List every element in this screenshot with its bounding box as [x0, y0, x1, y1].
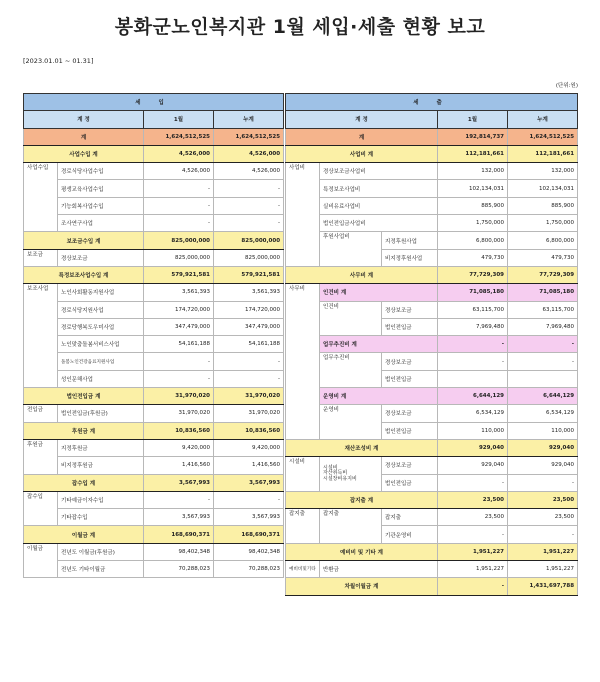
misc-sum-month: 23,500 [438, 491, 508, 508]
table-row [24, 405, 284, 422]
sponsor-category: 후원사업비 [320, 232, 382, 267]
table-cell-month: - [438, 353, 508, 370]
table-cell-month: 885,900 [438, 197, 508, 214]
table-cell-cumulative: 479,730 [508, 249, 578, 266]
asset-subcategory-detail: 자산취득비 시설장비유지비 [323, 470, 357, 482]
table-cell-month: - [438, 474, 508, 491]
table-cell-month: 7,969,480 [438, 318, 508, 335]
revenue-sum-label: 잡수입 계 [24, 474, 144, 491]
table-row [24, 180, 284, 197]
revenue-category: 이월금 [24, 543, 58, 578]
table-row-label: 지정후원사업 [382, 232, 438, 249]
asset-category: 시설비 [286, 457, 320, 492]
table-cell-cumulative: 3,561,393 [214, 284, 284, 301]
business-sum-label: 사업비 계 [286, 145, 438, 162]
table-row [24, 457, 284, 474]
table-cell-month: 479,730 [438, 249, 508, 266]
table-row-label: 성인문해사업 [58, 370, 144, 387]
expenditure-col-cumulative: 누계 [508, 111, 578, 128]
revenue-category: 사업수입 [24, 163, 58, 232]
promotion-sum-month: - [438, 336, 508, 353]
table-cell-month: - [438, 526, 508, 543]
table-cell-cumulative: 929,040 [508, 457, 578, 474]
table-row-label: 경로식당사업수입 [58, 163, 144, 180]
table-cell-month: 4,526,000 [144, 163, 214, 180]
table-cell-cumulative: 63,115,700 [508, 301, 578, 318]
table-row-label: 실비유료사업비 [320, 197, 438, 214]
table-row-label: 노인사회활동지원사업 [58, 284, 144, 301]
table-row-label: 돌봄노인건강음료지원사업 [58, 353, 144, 370]
operations-sum-label: 운영비 계 [320, 388, 438, 405]
business-sum-month: 112,181,661 [438, 145, 508, 162]
operations-sum-cumulative: 6,644,129 [508, 388, 578, 405]
table-row-label: 경로식당지원사업 [58, 301, 144, 318]
table-cell-month: 1,416,560 [144, 457, 214, 474]
table-cell-cumulative: - [214, 353, 284, 370]
table-cell-month: 63,115,700 [438, 301, 508, 318]
revenue-sum-cumulative: 825,000,000 [214, 232, 284, 249]
table-row-label: 전년도 기타이월금 [58, 561, 144, 578]
carryover-sum-month: - [438, 578, 508, 595]
table-row [24, 318, 284, 335]
table-row-label: 법인전입금 [382, 474, 438, 491]
revenue-sum-cumulative: 10,836,560 [214, 422, 284, 439]
reserve-sum-month: 1,951,227 [438, 543, 508, 560]
table-cell-cumulative: - [214, 180, 284, 197]
table-cell-month: 98,402,348 [144, 543, 214, 560]
table-cell-cumulative: - [214, 197, 284, 214]
revenue-total-cumulative: 1,624,512,525 [214, 128, 284, 145]
revenue-sum-label: 사업수입 계 [24, 145, 144, 162]
table-row-label: 법인전입금 [382, 422, 438, 439]
table-cell-month: 929,040 [438, 457, 508, 474]
revenue-sum-month: 168,690,371 [144, 526, 214, 543]
revenue-sum-cumulative: 4,526,000 [214, 145, 284, 162]
table-row-label: 법인전입금 [382, 370, 438, 387]
table-cell-month: 54,161,188 [144, 336, 214, 353]
expenditure-col-month: 1월 [438, 111, 508, 128]
table-row-label: 경상보조금 [382, 405, 438, 422]
revenue-col-subject: 계 정 [24, 111, 144, 128]
table-cell-month: 102,134,031 [438, 180, 508, 197]
table-cell-month: 3,567,993 [144, 509, 214, 526]
table-cell-cumulative: 6,534,129 [508, 405, 578, 422]
table-row-label: 기능회복사업수입 [58, 197, 144, 214]
table-row [24, 197, 284, 214]
reserve-sum-label: 예비비 및 기타 계 [286, 543, 438, 560]
office-sum-month: 77,729,309 [438, 266, 508, 283]
table-cell-cumulative: 3,567,993 [214, 509, 284, 526]
table-row-label: 법인전입금 [382, 318, 438, 335]
table-cell-month: 347,479,000 [144, 318, 214, 335]
table-cell-month: 110,000 [438, 422, 508, 439]
table-cell-month: 6,534,129 [438, 405, 508, 422]
table-cell-cumulative: 825,000,000 [214, 249, 284, 266]
operations-sum-month: 6,644,129 [438, 388, 508, 405]
revenue-header: 세 입 [24, 94, 284, 111]
promotion-sum-cumulative: - [508, 336, 578, 353]
table-row-label: 지정후원금 [58, 439, 144, 456]
table-row [24, 561, 284, 578]
expenditure-total-label: 계 [286, 128, 438, 145]
table-cell-month: - [144, 491, 214, 508]
revenue-sum-label: 후원금 계 [24, 422, 144, 439]
business-sum-cumulative: 112,181,661 [508, 145, 578, 162]
table-cell-cumulative: 4,526,000 [214, 163, 284, 180]
table-cell-cumulative: - [214, 491, 284, 508]
report-period: [2023.01.01 ~ 01.31] [23, 57, 94, 65]
misc-subcategory: 잡지출 [320, 509, 382, 544]
revenue-category: 보조금 [24, 249, 58, 266]
revenue-sum-cumulative: 3,567,993 [214, 474, 284, 491]
asset-subcategory: 시설비 [323, 464, 338, 471]
labor-sum-month: 71,085,180 [438, 284, 508, 301]
table-cell-month: 3,561,393 [144, 284, 214, 301]
table-cell-cumulative: 9,420,000 [214, 439, 284, 456]
table-cell-month: 1,951,227 [438, 561, 508, 578]
misc-category: 잡지출 [286, 509, 320, 544]
table-cell-cumulative: - [214, 370, 284, 387]
table-cell-cumulative: 110,000 [508, 422, 578, 439]
labor-sum-cumulative: 71,085,180 [508, 284, 578, 301]
table-cell-cumulative: 23,500 [508, 509, 578, 526]
table-cell-month: 174,720,000 [144, 301, 214, 318]
table-cell-cumulative: 70,288,023 [214, 561, 284, 578]
misc-sum-label: 잡지출 계 [286, 491, 438, 508]
table-cell-month: 132,000 [438, 163, 508, 180]
operations-category: 운영비 [320, 405, 382, 440]
revenue-category: 전입금 [24, 405, 58, 422]
table-row-label: 경로당행복도우미사업 [58, 318, 144, 335]
expenditure-col-subject: 계 정 [286, 111, 438, 128]
table-cell-cumulative: - [508, 353, 578, 370]
revenue-table [23, 93, 284, 578]
table-row [24, 353, 284, 370]
table-row-label: 잡지출 [382, 509, 438, 526]
asset-sum-label: 재산조성비 계 [286, 439, 438, 456]
revenue-sum-month: 4,526,000 [144, 145, 214, 162]
revenue-sum-label: 보조금수입 계 [24, 232, 144, 249]
table-cell-month: 31,970,020 [144, 405, 214, 422]
revenue-sum-month: 825,000,000 [144, 232, 214, 249]
table-row [24, 370, 284, 387]
table-cell-month: 23,500 [438, 509, 508, 526]
table-cell-cumulative: 1,416,560 [214, 457, 284, 474]
table-row-label: 법인전입금(후원금) [58, 405, 144, 422]
table-row-label: 경상보조금 [382, 353, 438, 370]
revenue-sum-cumulative: 579,921,581 [214, 266, 284, 283]
table-row [24, 215, 284, 232]
office-category: 사무비 [286, 284, 320, 440]
revenue-sum-cumulative: 31,970,020 [214, 388, 284, 405]
carryover-sum-label: 차월이월금 계 [286, 578, 438, 595]
table-cell-cumulative: - [508, 526, 578, 543]
table-cell-month: - [144, 180, 214, 197]
table-cell-cumulative: 174,720,000 [214, 301, 284, 318]
table-cell-cumulative [508, 370, 578, 387]
table-cell-month [438, 370, 508, 387]
table-cell-month: 6,800,000 [438, 232, 508, 249]
revenue-sum-month: 579,921,581 [144, 266, 214, 283]
table-cell-month: 9,420,000 [144, 439, 214, 456]
table-row-label: 경상보조금 [58, 249, 144, 266]
table-row [24, 284, 284, 301]
expenditure-header: 세 출 [286, 94, 578, 111]
expenditure-table [285, 93, 578, 596]
table-row-label: 노인맞춤돌봄서비스사업 [58, 336, 144, 353]
revenue-category: 후원금 [24, 439, 58, 474]
reserve-subcategory: 반환금 [320, 561, 438, 578]
table-row [24, 543, 284, 560]
table-row-label: 법인전입금사업비 [320, 215, 438, 232]
reserve-category: 예비비및기타 [286, 561, 320, 578]
expenditure-total-cumulative: 1,624,512,525 [508, 128, 578, 145]
table-cell-cumulative: 132,000 [508, 163, 578, 180]
table-cell-cumulative: 885,900 [508, 197, 578, 214]
table-row-label: 특정보조사업비 [320, 180, 438, 197]
unit-label: (단위:원) [555, 83, 578, 89]
table-row [24, 491, 284, 508]
revenue-sum-month: 10,836,560 [144, 422, 214, 439]
table-row-label: 전년도 이월금(후원금) [58, 543, 144, 560]
table-row-label: 기관운영비 [382, 526, 438, 543]
revenue-sum-label: 법인전입금 계 [24, 388, 144, 405]
table-row-label: 비지정후원사업 [382, 249, 438, 266]
page-title: 봉화군노인복지관 1월 세입·세출 현황 보고 [114, 16, 486, 38]
table-row-label: 경상보조금 [382, 301, 438, 318]
table-row-label: 기타잡수입 [58, 509, 144, 526]
table-row-label: 경상보조금 [382, 457, 438, 474]
table-row-label: 조사연구사업 [58, 215, 144, 232]
table-row-label: 비지정후원금 [58, 457, 144, 474]
revenue-col-month: 1월 [144, 111, 214, 128]
expenditure-total-month: 192,814,737 [438, 128, 508, 145]
revenue-category: 보조사업 [24, 284, 58, 388]
table-cell-cumulative: 347,479,000 [214, 318, 284, 335]
promotion-category: 업무추진비 [320, 353, 382, 388]
office-sum-label: 사무비 계 [286, 266, 438, 283]
reserve-sum-cumulative: 1,951,227 [508, 543, 578, 560]
revenue-total-label: 계 [24, 128, 144, 145]
table-cell-cumulative: 7,969,480 [508, 318, 578, 335]
table-row-label: 기타예금이자수입 [58, 491, 144, 508]
table-cell-cumulative: 54,161,188 [214, 336, 284, 353]
revenue-col-cumulative: 누계 [214, 111, 284, 128]
asset-sum-month: 929,040 [438, 439, 508, 456]
table-row [24, 336, 284, 353]
table-cell-month: - [144, 353, 214, 370]
table-cell-cumulative: - [508, 474, 578, 491]
table-cell-cumulative: 102,134,031 [508, 180, 578, 197]
table-cell-cumulative: 6,800,000 [508, 232, 578, 249]
labor-category: 인건비 [320, 301, 382, 336]
table-row-label: 경상보조금사업비 [320, 163, 438, 180]
revenue-category: 잡수입 [24, 491, 58, 526]
table-cell-cumulative: 98,402,348 [214, 543, 284, 560]
asset-sum-cumulative: 929,040 [508, 439, 578, 456]
table-row-label: 평생교육사업수입 [58, 180, 144, 197]
labor-sum-label: 인건비 계 [320, 284, 438, 301]
table-row [24, 509, 284, 526]
table-cell-month: - [144, 197, 214, 214]
table-cell-cumulative: - [214, 215, 284, 232]
table-row [24, 439, 284, 456]
revenue-sum-cumulative: 168,690,371 [214, 526, 284, 543]
promotion-sum-label: 업무추진비 계 [320, 336, 438, 353]
office-sum-cumulative: 77,729,309 [508, 266, 578, 283]
table-cell-month: - [144, 215, 214, 232]
table-cell-month: 70,288,023 [144, 561, 214, 578]
revenue-sum-label: 이월금 계 [24, 526, 144, 543]
table-cell-month: - [144, 370, 214, 387]
carryover-sum-cumulative: 1,431,697,788 [508, 578, 578, 595]
table-cell-cumulative: 1,951,227 [508, 561, 578, 578]
table-row [24, 301, 284, 318]
table-row [24, 163, 284, 180]
revenue-sum-label: 특정보조사업수입 계 [24, 266, 144, 283]
table-cell-month: 825,000,000 [144, 249, 214, 266]
table-cell-cumulative: 1,750,000 [508, 215, 578, 232]
business-category: 사업비 [286, 163, 320, 267]
table-cell-month: 1,750,000 [438, 215, 508, 232]
table-row [24, 249, 284, 266]
revenue-sum-month: 31,970,020 [144, 388, 214, 405]
misc-sum-cumulative: 23,500 [508, 491, 578, 508]
revenue-sum-month: 3,567,993 [144, 474, 214, 491]
revenue-total-month: 1,624,512,525 [144, 128, 214, 145]
table-cell-cumulative: 31,970,020 [214, 405, 284, 422]
